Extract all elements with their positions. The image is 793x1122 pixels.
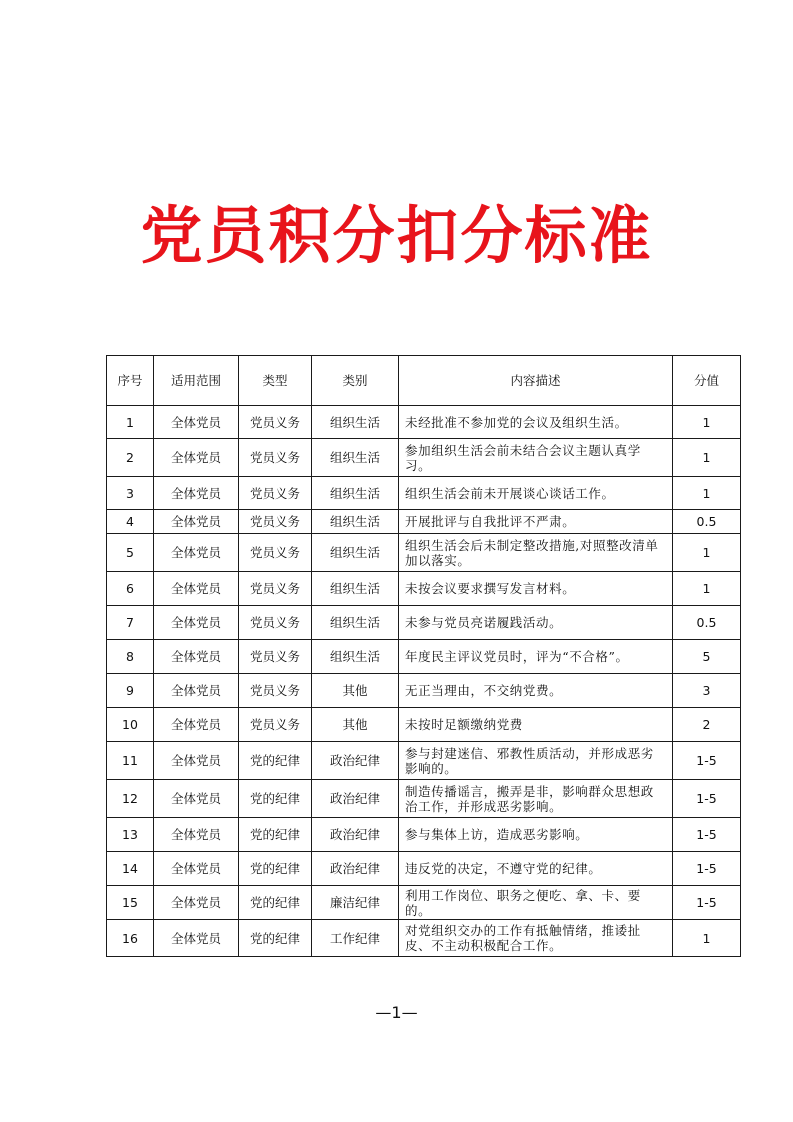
table-row — [107, 606, 741, 640]
cell-category: 政治纪律 — [312, 818, 399, 852]
cell-type: 党的纪律 — [239, 742, 312, 780]
cell-score: 1 — [673, 477, 741, 510]
cell-score: 1 — [673, 406, 741, 439]
cell-scope: 全体党员 — [154, 852, 239, 886]
cell-type: 党的纪律 — [239, 852, 312, 886]
cell-description: 开展批评与自我批评不严肃。 — [399, 510, 673, 534]
cell-score: 1-5 — [673, 852, 741, 886]
cell-scope: 全体党员 — [154, 439, 239, 477]
cell-type: 党员义务 — [239, 572, 312, 606]
cell-score: 1-5 — [673, 742, 741, 780]
cell-description: 未参与党员亮诺履践活动。 — [399, 606, 673, 640]
cell-description: 组织生活会后未制定整改措施,对照整改清单加以落实。 — [399, 534, 673, 572]
cell-index: 12 — [107, 780, 154, 818]
table-header-row — [107, 356, 741, 406]
header-index: 序号 — [107, 356, 154, 406]
table-row — [107, 886, 741, 920]
cell-score: 5 — [673, 640, 741, 674]
cell-description: 未经批准不参加党的会议及组织生活。 — [399, 406, 673, 439]
cell-scope: 全体党员 — [154, 742, 239, 780]
cell-score: 0.5 — [673, 510, 741, 534]
cell-score: 1-5 — [673, 780, 741, 818]
cell-index: 7 — [107, 606, 154, 640]
cell-description: 未按时足额缴纳党费 — [399, 708, 673, 742]
table-row — [107, 406, 741, 439]
cell-scope: 全体党员 — [154, 477, 239, 510]
cell-category: 政治纪律 — [312, 780, 399, 818]
cell-index: 1 — [107, 406, 154, 439]
cell-index: 15 — [107, 886, 154, 920]
cell-score: 2 — [673, 708, 741, 742]
cell-scope: 全体党员 — [154, 780, 239, 818]
table-row — [107, 818, 741, 852]
cell-type: 党员义务 — [239, 708, 312, 742]
table-row — [107, 534, 741, 572]
cell-category: 其他 — [312, 708, 399, 742]
cell-description: 制造传播谣言，搬弄是非，影响群众思想政治工作，并形成恶劣影响。 — [399, 780, 673, 818]
cell-category: 组织生活 — [312, 439, 399, 477]
cell-category: 其他 — [312, 674, 399, 708]
cell-type: 党的纪律 — [239, 780, 312, 818]
cell-score: 1 — [673, 534, 741, 572]
cell-scope: 全体党员 — [154, 818, 239, 852]
cell-category: 组织生活 — [312, 510, 399, 534]
cell-type: 党员义务 — [239, 640, 312, 674]
cell-index: 4 — [107, 510, 154, 534]
table-row — [107, 640, 741, 674]
cell-scope: 全体党员 — [154, 572, 239, 606]
cell-index: 2 — [107, 439, 154, 477]
cell-scope: 全体党员 — [154, 708, 239, 742]
cell-category: 组织生活 — [312, 572, 399, 606]
cell-scope: 全体党员 — [154, 510, 239, 534]
cell-index: 10 — [107, 708, 154, 742]
cell-score: 3 — [673, 674, 741, 708]
cell-scope: 全体党员 — [154, 886, 239, 920]
cell-type: 党员义务 — [239, 534, 312, 572]
cell-category: 政治纪律 — [312, 742, 399, 780]
cell-index: 8 — [107, 640, 154, 674]
page-number: —1— — [375, 1003, 418, 1022]
score-table — [106, 355, 741, 957]
cell-description: 未按会议要求撰写发言材料。 — [399, 572, 673, 606]
table-row — [107, 477, 741, 510]
cell-index: 13 — [107, 818, 154, 852]
header-category: 类别 — [312, 356, 399, 406]
cell-category: 廉洁纪律 — [312, 886, 399, 920]
cell-category: 组织生活 — [312, 606, 399, 640]
cell-type: 党员义务 — [239, 674, 312, 708]
cell-description: 参与封建迷信、邪教性质活动，并形成恶劣影响的。 — [399, 742, 673, 780]
cell-type: 党员义务 — [239, 439, 312, 477]
table-row — [107, 510, 741, 534]
cell-type: 党员义务 — [239, 406, 312, 439]
cell-scope: 全体党员 — [154, 534, 239, 572]
table-row — [107, 742, 741, 780]
cell-index: 9 — [107, 674, 154, 708]
cell-scope: 全体党员 — [154, 406, 239, 439]
page-title: 党员积分扣分标准 — [140, 199, 653, 272]
cell-category: 组织生活 — [312, 534, 399, 572]
cell-score: 1 — [673, 439, 741, 477]
cell-index: 16 — [107, 920, 154, 957]
cell-score: 1 — [673, 572, 741, 606]
table-row — [107, 920, 741, 957]
cell-index: 6 — [107, 572, 154, 606]
cell-category: 组织生活 — [312, 640, 399, 674]
cell-index: 14 — [107, 852, 154, 886]
cell-description: 无正当理由，不交纳党费。 — [399, 674, 673, 708]
cell-description: 参加组织生活会前未结合会议主题认真学习。 — [399, 439, 673, 477]
cell-category: 政治纪律 — [312, 852, 399, 886]
table-row — [107, 708, 741, 742]
cell-type: 党员义务 — [239, 510, 312, 534]
cell-type: 党员义务 — [239, 606, 312, 640]
header-score: 分值 — [673, 356, 741, 406]
cell-type: 党员义务 — [239, 477, 312, 510]
cell-scope: 全体党员 — [154, 606, 239, 640]
cell-description: 年度民主评议党员时，评为“不合格”。 — [399, 640, 673, 674]
cell-scope: 全体党员 — [154, 674, 239, 708]
cell-category: 组织生活 — [312, 477, 399, 510]
cell-score: 1-5 — [673, 886, 741, 920]
cell-description: 利用工作岗位、职务之便吃、拿、卡、要的。 — [399, 886, 673, 920]
cell-description: 对党组织交办的工作有抵触情绪，推诿扯皮、不主动积极配合工作。 — [399, 920, 673, 957]
cell-index: 5 — [107, 534, 154, 572]
header-scope: 适用范围 — [154, 356, 239, 406]
cell-score: 0.5 — [673, 606, 741, 640]
cell-description: 组织生活会前未开展谈心谈话工作。 — [399, 477, 673, 510]
table-row — [107, 674, 741, 708]
table-row — [107, 780, 741, 818]
cell-scope: 全体党员 — [154, 640, 239, 674]
cell-type: 党的纪律 — [239, 886, 312, 920]
cell-category: 组织生活 — [312, 406, 399, 439]
table-row — [107, 852, 741, 886]
cell-description: 参与集体上访，造成恶劣影响。 — [399, 818, 673, 852]
cell-score: 1-5 — [673, 818, 741, 852]
table-row — [107, 439, 741, 477]
table-body — [107, 406, 741, 957]
cell-index: 11 — [107, 742, 154, 780]
cell-category: 工作纪律 — [312, 920, 399, 957]
cell-scope: 全体党员 — [154, 920, 239, 957]
cell-type: 党的纪律 — [239, 818, 312, 852]
cell-score: 1 — [673, 920, 741, 957]
cell-type: 党的纪律 — [239, 920, 312, 957]
header-description: 内容描述 — [399, 356, 673, 406]
table-row — [107, 572, 741, 606]
header-type: 类型 — [239, 356, 312, 406]
cell-index: 3 — [107, 477, 154, 510]
cell-description: 违反党的决定，不遵守党的纪律。 — [399, 852, 673, 886]
